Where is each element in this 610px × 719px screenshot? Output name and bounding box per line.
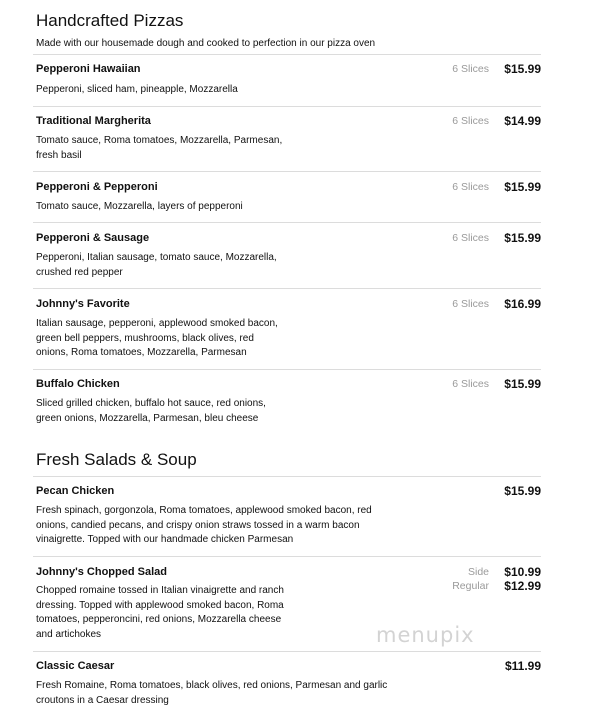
price-option-side xyxy=(421,565,541,579)
item-slices: 6 Slices xyxy=(452,298,489,310)
item-description xyxy=(36,504,411,548)
item-price: $11.99 xyxy=(504,659,541,673)
desc-line: onions, candied pecans, and crispy onion straws tossed in a warm bacon xyxy=(36,519,360,531)
item-slices: 6 Slices xyxy=(452,181,489,193)
desc-line: and artichokes xyxy=(36,628,102,640)
divider xyxy=(33,369,541,370)
menu-item-buffalo-chicken xyxy=(36,378,541,428)
divider xyxy=(33,476,541,477)
option-price: $10.99 xyxy=(504,565,541,579)
desc-line: Fresh Romaine, Roma tomatoes, black olives, red onions, Parmesan and garlic xyxy=(36,680,388,691)
item-slices: 6 Slices xyxy=(452,63,489,75)
desc-line: Pepperoni, sliced ham, pineapple, Mozzarella xyxy=(36,84,238,95)
item-price: $16.99 xyxy=(504,297,541,311)
menu-item-pecan-chicken xyxy=(36,485,541,549)
option-label: Regular xyxy=(452,580,489,592)
menu-item-johnnys-favorite xyxy=(36,298,541,362)
option-label: Side xyxy=(467,566,489,578)
desc-line: vinaigrette. Topped with our handmade chicken Parmesan xyxy=(36,534,294,545)
desc-line: dressing. Topped with applewood smoked bacon, Roma xyxy=(36,599,284,611)
section-title-salads: Fresh Salads & Soup xyxy=(36,450,197,469)
desc-line: Fresh spinach, gorgonzola, Roma tomatoes, applewood smoked bacon, red xyxy=(36,505,372,516)
item-description xyxy=(36,251,311,280)
item-name: Pepperoni & Sausage xyxy=(36,232,150,244)
item-name: Buffalo Chicken xyxy=(36,378,120,390)
menu-item-traditional-margherita xyxy=(36,115,541,165)
item-price: $15.99 xyxy=(504,377,541,391)
menu-item-pepperoni-pepperoni xyxy=(36,181,541,217)
item-name: Classic Caesar xyxy=(36,660,115,672)
menu-item-pepperoni-hawaiian xyxy=(36,63,541,103)
item-name: Traditional Margherita xyxy=(36,115,151,127)
desc-line: onions, Roma tomatoes, Mozzarella, Parmesan xyxy=(36,347,247,358)
item-description xyxy=(36,317,311,361)
item-description xyxy=(36,679,411,708)
divider xyxy=(33,651,541,652)
option-price: $12.99 xyxy=(504,579,541,593)
item-name: Pepperoni Hawaiian xyxy=(36,63,141,75)
item-price: $15.99 xyxy=(504,484,541,498)
item-description xyxy=(36,200,311,215)
item-price: $15.99 xyxy=(504,62,541,76)
menu-item-pepperoni-sausage xyxy=(36,232,541,282)
price-option-regular xyxy=(421,579,541,593)
desc-line: Tomato sauce, Mozzarella, layers of pepperoni xyxy=(36,201,243,212)
item-name: Pecan Chicken xyxy=(36,485,115,497)
divider xyxy=(33,222,541,223)
section-subtitle-pizzas: Made with our housemade dough and cooked to perfection in our pizza oven xyxy=(36,38,376,49)
item-price: $14.99 xyxy=(504,114,541,128)
divider xyxy=(33,171,541,172)
desc-line: Italian sausage, pepperoni, applewood smoked bacon, xyxy=(36,318,278,329)
desc-line: green bell peppers, mushrooms, black olives, red xyxy=(36,332,254,344)
desc-line: Tomato sauce, Roma tomatoes, Mozzarella, Parmesan, xyxy=(36,135,283,146)
divider xyxy=(33,54,541,55)
desc-line: Chopped romaine tossed in Italian vinaigrette and ranch xyxy=(36,585,284,596)
desc-line: Pepperoni, Italian sausage, tomato sauce, Mozzarella, xyxy=(36,252,277,263)
item-slices: 6 Slices xyxy=(452,115,489,127)
item-name: Pepperoni & Pepperoni xyxy=(36,181,158,193)
item-description xyxy=(36,83,311,98)
divider xyxy=(33,556,541,557)
item-name: Johnny's Favorite xyxy=(36,298,130,310)
desc-line: Sliced grilled chicken, buffalo hot sauce, red onions, xyxy=(36,398,266,409)
menu-item-classic-caesar xyxy=(36,660,541,710)
item-name: Johnny's Chopped Salad xyxy=(36,566,167,578)
item-price: $15.99 xyxy=(504,231,541,245)
item-slices: 6 Slices xyxy=(452,232,489,244)
desc-line: green onions, Mozzarella, Parmesan, bleu cheese xyxy=(36,412,259,424)
item-description xyxy=(36,584,311,642)
section-title-pizzas: Handcrafted Pizzas xyxy=(36,11,184,30)
item-description xyxy=(36,397,311,426)
desc-line: croutons in a Caesar dressing xyxy=(36,694,169,706)
item-price: $15.99 xyxy=(504,180,541,194)
desc-line: tomatoes, pepperoncini, red onions, Mozzarella cheese xyxy=(36,614,282,625)
item-description xyxy=(36,134,311,163)
desc-line: fresh basil xyxy=(36,149,82,161)
desc-line: crushed red pepper xyxy=(36,266,123,278)
divider xyxy=(33,288,541,289)
divider xyxy=(33,106,541,107)
item-slices: 6 Slices xyxy=(452,378,489,390)
menupix-watermark: menupix xyxy=(376,623,475,647)
